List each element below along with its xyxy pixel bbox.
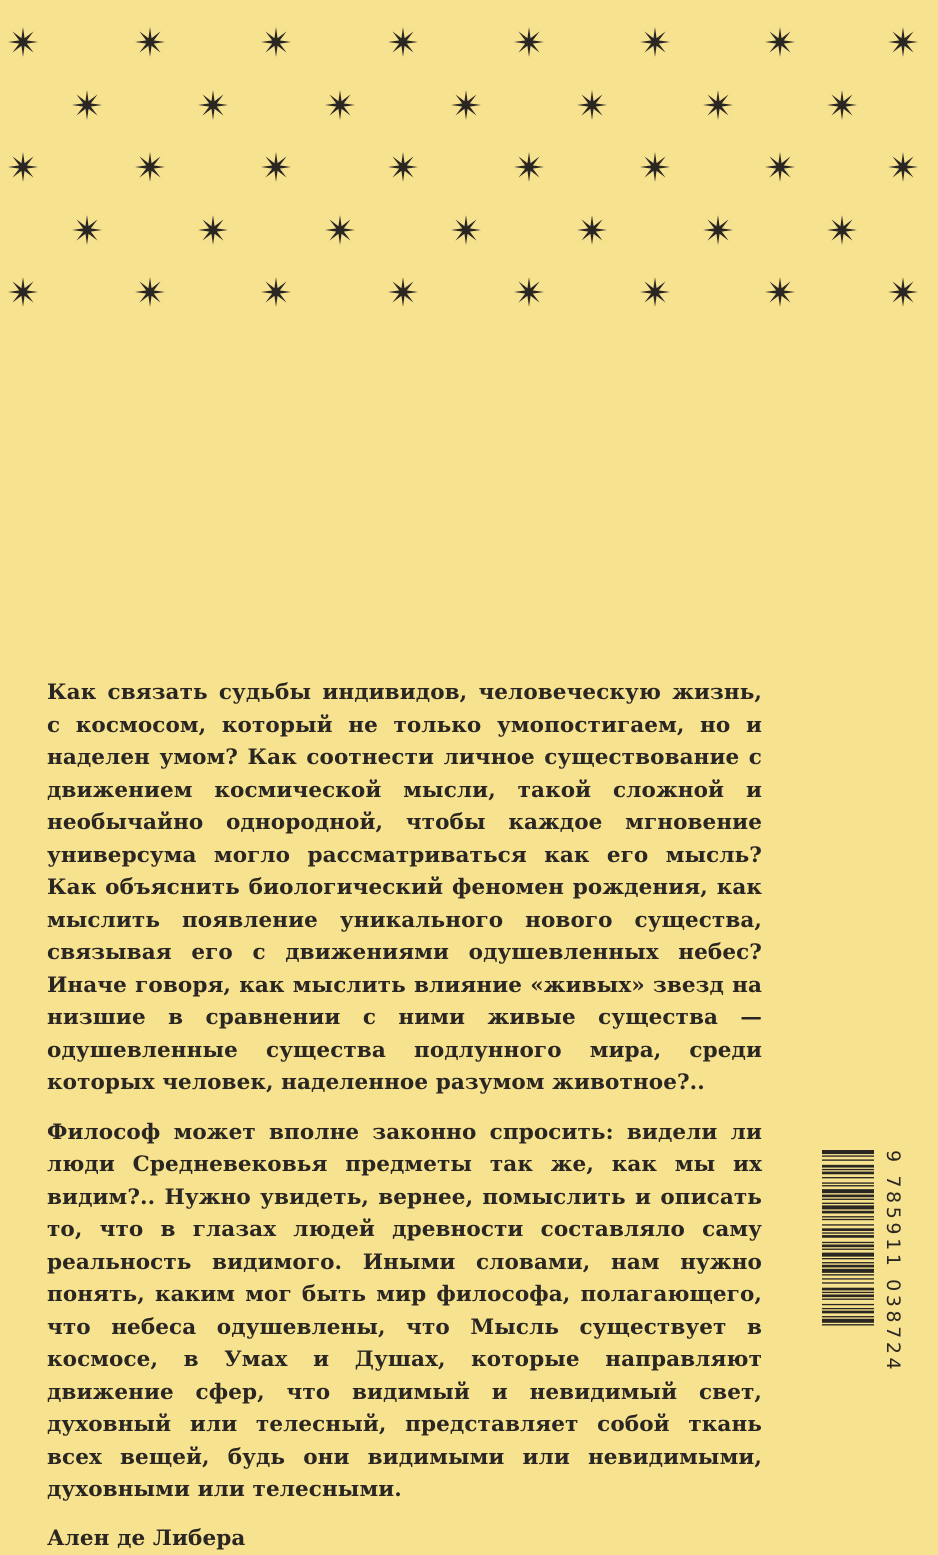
star-icon	[512, 150, 546, 184]
star-icon	[70, 213, 104, 247]
star-icon	[386, 150, 420, 184]
star-icon	[575, 213, 609, 247]
star-icon	[6, 150, 40, 184]
star-icon	[133, 275, 167, 309]
star-icon	[886, 25, 920, 59]
star-icon	[825, 213, 859, 247]
star-icon	[763, 150, 797, 184]
blurb-paragraph-2: Философ может вполне законно спросить: видели ли люди Средневековья предметы так же, как мы их видим?.. Нужно увидеть, вернее, помыслить и описать то, что в глазах людей древности составляло саму реальность видимого. Иными словами, нам нужно понять, каким мог быть мир философа, полагающего, что небеса одушевлены, что Мысль существует в космосе, в Умах и Душах, которые направляют движение сфер, что видимый и невидимый свет, духовный или телесный, представляет собой ткань всех вещей, будь они видимыми или невидимыми, духовными или телесными.	[47, 1117, 762, 1507]
isbn-number: 9 785911 038724	[878, 1150, 908, 1388]
star-icon	[70, 88, 104, 122]
isbn-digits	[878, 1150, 908, 1388]
author-name: Ален де Либера	[47, 1523, 762, 1555]
star-icon	[701, 213, 735, 247]
star-icon	[259, 150, 293, 184]
star-icon	[259, 25, 293, 59]
star-icon	[196, 213, 230, 247]
star-pattern	[0, 0, 938, 320]
star-icon	[323, 88, 357, 122]
star-icon	[512, 25, 546, 59]
star-icon	[6, 25, 40, 59]
blurb-paragraph-1: Как связать судьбы индивидов, человеческую жизнь, с космосом, который не только умопостигаем, но и наделен умом? Как соотнести личное существование с движением космической мысли, такой сложной и необычайно однородной, чтобы каждое мгновение универсума могло рассматриваться как его мысль? Как объяснить биологический феномен рождения, как мыслить появление уникального нового существа, связывая его с движениями одушевленных небес? Иначе говоря, как мыслить влияние «живых» звезд на низшие в сравнении с ними живые существа — одушевленные существа подлунного мира, среди которых человек, наделенное разумом животное?..	[47, 677, 762, 1100]
star-icon	[763, 25, 797, 59]
star-icon	[886, 275, 920, 309]
star-icon	[886, 150, 920, 184]
blurb	[47, 677, 762, 1555]
star-icon	[196, 88, 230, 122]
star-icon	[763, 275, 797, 309]
star-icon	[386, 275, 420, 309]
star-icon	[638, 150, 672, 184]
star-icon	[449, 213, 483, 247]
star-icon	[133, 150, 167, 184]
star-icon	[323, 213, 357, 247]
star-icon	[638, 275, 672, 309]
star-icon	[825, 88, 859, 122]
star-icon	[575, 88, 609, 122]
star-icon	[512, 275, 546, 309]
star-icon	[386, 25, 420, 59]
star-icon	[638, 25, 672, 59]
star-icon	[259, 275, 293, 309]
star-icon	[701, 88, 735, 122]
star-icon	[6, 275, 40, 309]
star-icon	[133, 25, 167, 59]
star-icon	[449, 88, 483, 122]
